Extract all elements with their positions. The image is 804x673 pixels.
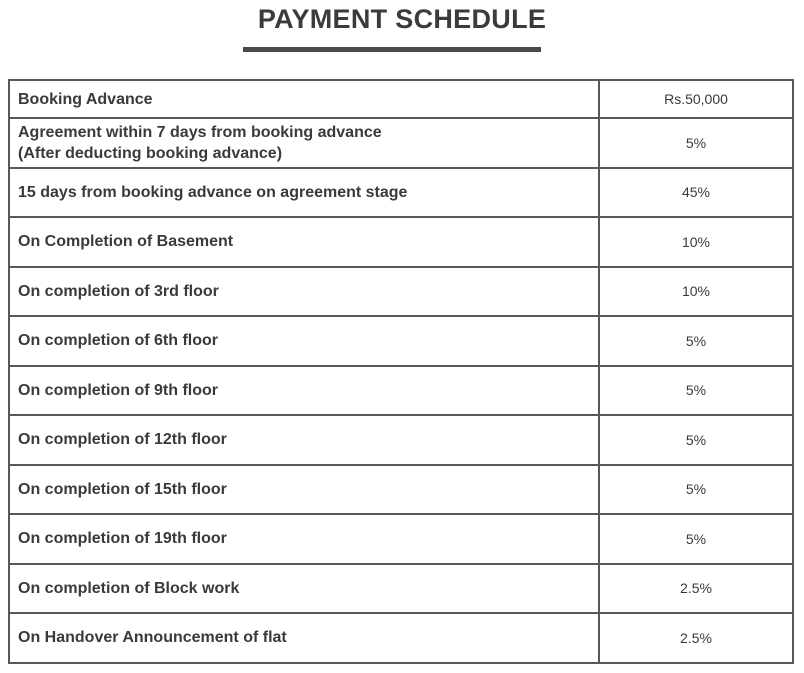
stage-cell: On completion of 15th floor — [9, 465, 599, 515]
amount-cell: 45% — [599, 168, 793, 218]
table-row — [9, 80, 793, 118]
table-row — [9, 564, 793, 614]
stage-cell: On completion of 3rd floor — [9, 267, 599, 317]
table-row — [9, 316, 793, 366]
amount-cell: 10% — [599, 217, 793, 267]
table-row — [9, 366, 793, 416]
table-row — [9, 613, 793, 663]
stage-cell: On Completion of Basement — [9, 217, 599, 267]
table-row — [9, 465, 793, 515]
table-row — [9, 415, 793, 465]
stage-cell: On Handover Announcement of flat — [9, 613, 599, 663]
stage-cell: Booking Advance — [9, 80, 599, 118]
table-row — [9, 168, 793, 218]
amount-cell: 10% — [599, 267, 793, 317]
amount-cell: 5% — [599, 415, 793, 465]
amount-cell: Rs.50,000 — [599, 80, 793, 118]
stage-cell: On completion of Block work — [9, 564, 599, 614]
stage-cell: Agreement within 7 days from booking advance (After deducting booking advance) — [9, 118, 599, 168]
stage-cell: On completion of 12th floor — [9, 415, 599, 465]
amount-cell: 2.5% — [599, 564, 793, 614]
amount-cell: 5% — [599, 465, 793, 515]
stage-cell: On completion of 6th floor — [9, 316, 599, 366]
stage-cell: On completion of 19th floor — [9, 514, 599, 564]
table-row — [9, 118, 793, 168]
table-row — [9, 267, 793, 317]
stage-cell: 15 days from booking advance on agreement stage — [9, 168, 599, 218]
table-row — [9, 217, 793, 267]
amount-cell: 2.5% — [599, 613, 793, 663]
amount-cell: 5% — [599, 514, 793, 564]
amount-cell: 5% — [599, 316, 793, 366]
title-underline — [243, 47, 541, 52]
stage-cell: On completion of 9th floor — [9, 366, 599, 416]
page-title: PAYMENT SCHEDULE — [257, 4, 547, 34]
amount-cell: 5% — [599, 118, 793, 168]
table-row — [9, 514, 793, 564]
payment-schedule-table — [8, 79, 794, 664]
amount-cell: 5% — [599, 366, 793, 416]
